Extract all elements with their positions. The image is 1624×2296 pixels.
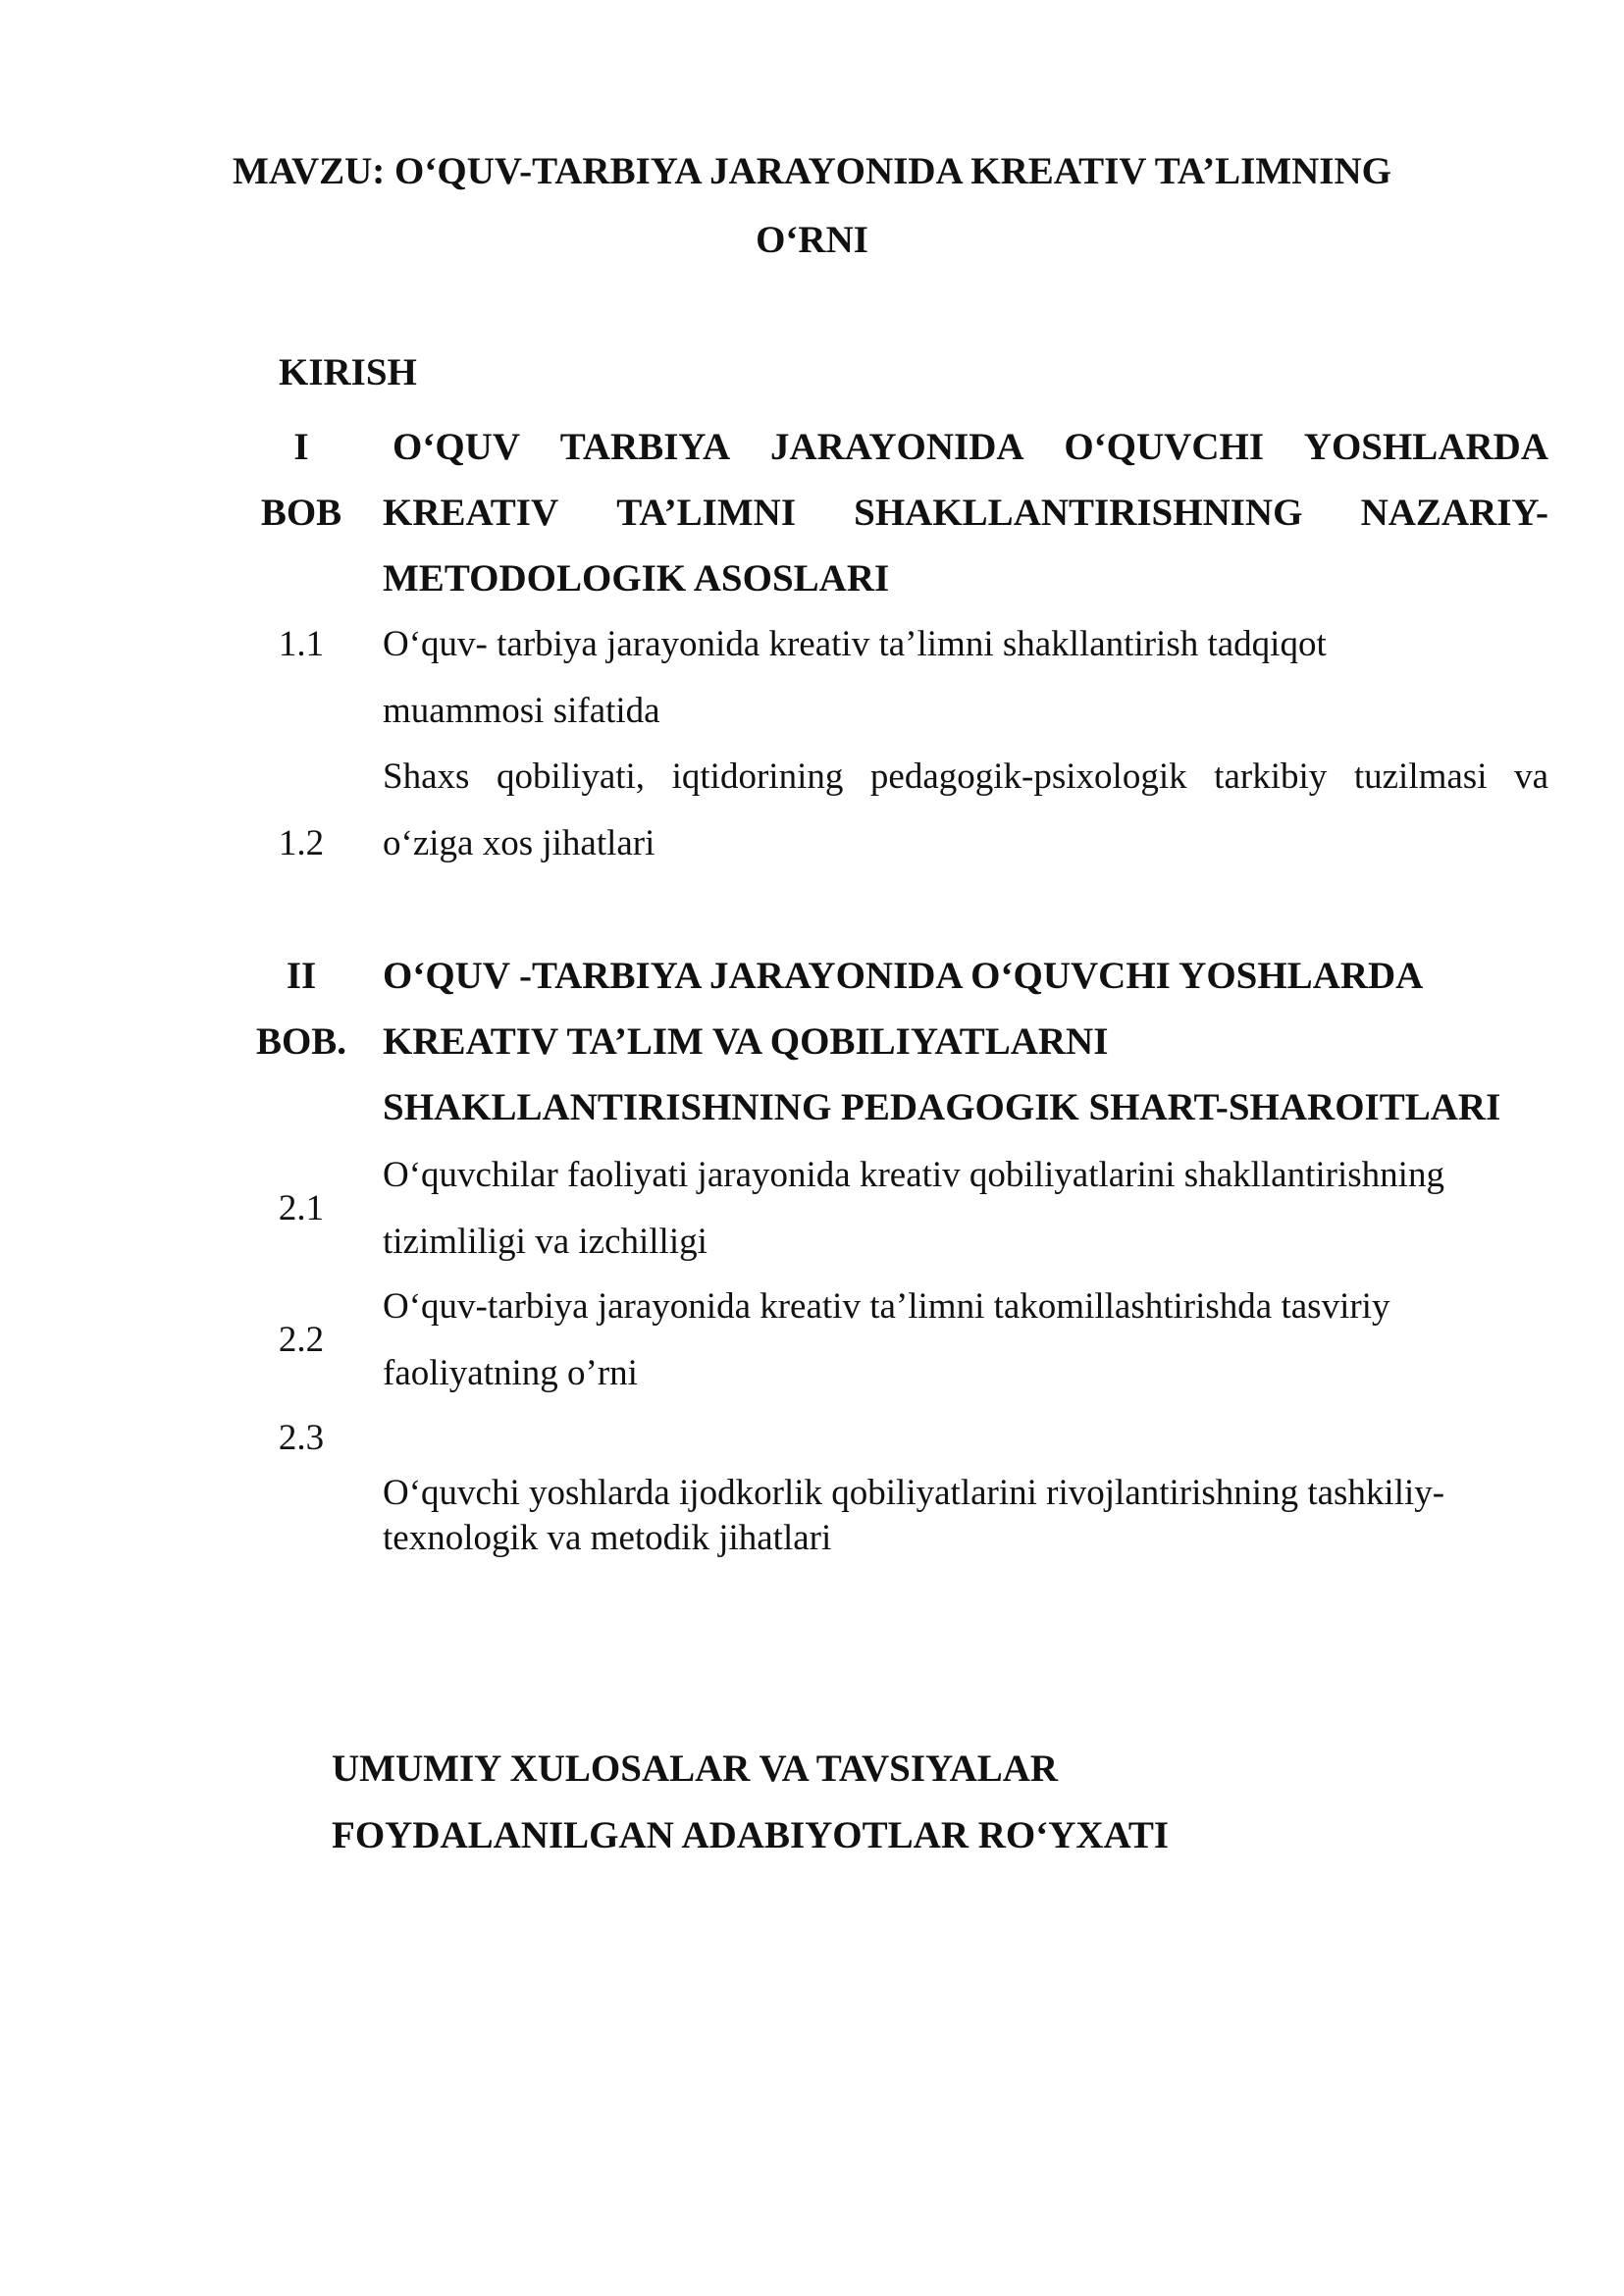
word: KREATIV [383,492,559,534]
section-number: 2.1 [278,1188,325,1228]
section-title-line: O‘quvchilar faoliyati jarayonida kreativ qobiliyatlarini shakllantirishning [383,1155,1444,1195]
chapter-1-title-line-2 [383,491,1548,535]
section-title-line: O‘quvchi yoshlarda ijodkorlik qobiliyatlarini rivojlantirishning tashkiliy- [383,1473,1445,1513]
word: TA’LIMNI [616,492,796,534]
toc-entry-intro: KIRISH [279,351,417,393]
word: YOSHLARDA [1303,426,1548,468]
section-title-line: O‘quv- tarbiya jarayonida kreativ ta’limni shakllantirish tadqiqot [383,624,1327,664]
page-title-line-2: O‘RNI [756,219,868,261]
section-number: 1.1 [278,624,325,664]
toc-entry-conclusions: UMUMIY XULOSALAR VA TAVSIYALAR [332,1748,1059,1790]
section-title-line: muammosi sifatida [383,691,660,731]
section-number: 1.2 [278,823,325,863]
section-title-line: O‘quv-tarbiya jarayonida kreativ ta’limni takomillashtirishda tasviriy [383,1286,1390,1327]
word: O‘QUV [393,426,520,468]
toc-entry-references: FOYDALANILGAN ADABIYOTLAR RO‘YXATI [332,1814,1170,1856]
word: NAZARIY- [1360,492,1548,534]
word: JARAYONIDA [769,426,1024,468]
word: SHAKLLANTIRISHNING [854,492,1303,534]
section-number: 2.3 [278,1418,325,1458]
chapter-2-title-line-2: KREATIV TA’LIM VA QOBILIYATLARNI [383,1020,1109,1063]
section-title-line: Shaxs qobiliyati, iqtidorining pedagogik-psixologik tarkibiy tuzilmasi va [383,757,1548,797]
chapter-2-title-line-3: SHAKLLANTIRISHNING PEDAGOGIK SHART-SHAROITLARI [383,1086,1501,1128]
chapter-2-title-line-1: O‘QUV -TARBIYA JARAYONIDA O‘QUVCHI YOSHLARDA [383,955,1424,997]
word: TARBIYA [559,426,731,468]
section-title-line: o‘ziga xos jihatlari [383,823,655,863]
chapter-1-label-number: I [293,426,309,468]
section-title-line: tizimliligi va izchilligi [383,1222,707,1262]
page-title-line-1: MAVZU: O‘QUV-TARBIYA JARAYONIDA KREATIV TA’LIMNING [233,150,1391,192]
chapter-1-title-line-1 [393,425,1548,469]
section-title-line: texnologik va metodik jihatlari [383,1518,832,1558]
section-title-line: faoliyatning o’rni [383,1353,638,1393]
chapter-1-label-bob: BOB [260,492,342,534]
section-number: 2.2 [278,1320,325,1360]
chapter-2-label-number: II [286,955,317,997]
chapter-1-title-line-3: METODOLOGIK ASOSLARI [383,557,890,600]
word: O‘QUVCHI [1064,426,1264,468]
chapter-2-label-bob: BOB. [255,1020,347,1063]
